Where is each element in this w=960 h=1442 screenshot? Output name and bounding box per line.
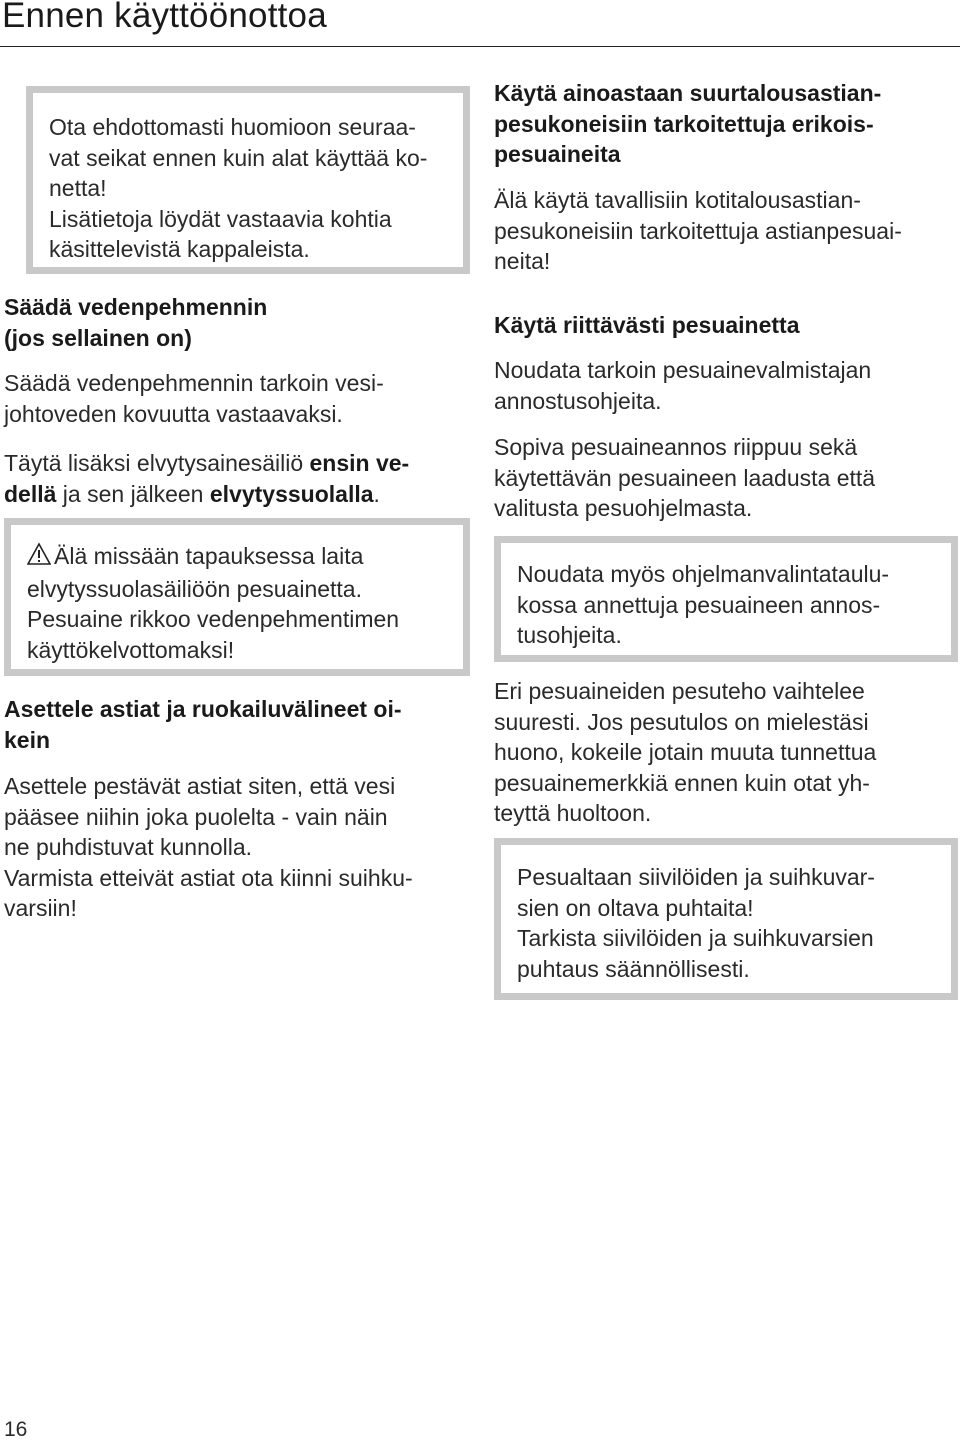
amount-paragraph-1: Noudata tarkoin pesuainevalmistajan annostusohjeita.	[494, 357, 872, 414]
amount-heading: Käytä riittävästi pesuainetta	[494, 312, 800, 338]
intro-notice-box	[26, 86, 470, 274]
softener-text-a: Täytä lisäksi elvytysainesäiliö	[4, 450, 310, 476]
arrange-body: Asettele pestävät astiat siten, että vesi pääsee niihin joka puolelta - vain näin ne puhdistuvat kunnolla. Varmista etteivät astiat ota kiinni suihku- varsiin!	[4, 773, 413, 922]
softener-paragraph-2	[4, 448, 466, 509]
warning-text	[27, 541, 453, 665]
filter-notice-box	[494, 838, 958, 1000]
page-number: 16	[4, 1418, 28, 1441]
amount-paragraph-2: Sopiva pesuaineannos riippuu sekä käytettävän pesuaineen laadusta että valitusta pesuohjelmasta.	[494, 434, 876, 522]
detergent-body: Älä käytä tavallisiin kotitalousastian- pesukoneisiin tarkoitettuja astianpesuai- neita!	[494, 187, 902, 275]
title-divider	[0, 46, 960, 47]
softener-bold-water: ensin ve- dellä	[4, 450, 410, 507]
warning-text-first: Älä missään tapauksessa laita	[54, 543, 364, 569]
intro-notice-text: Ota ehdottomasti huomioon seuraa- vat seikat ennen kuin alat käyttää ko- netta! Lisätietoja löydät vastaavia kohtia käsittelevistä kappaleista.	[49, 114, 428, 263]
softener-paragraph-1: Säädä vedenpehmennin tarkoin vesi- johtoveden kovuutta vastaavaksi.	[4, 370, 384, 427]
softener-text-c: ja sen jälkeen	[56, 480, 210, 507]
softener-text-e: .	[373, 480, 380, 507]
softener-heading: Säädä vedenpehmennin (jos sellainen on)	[4, 294, 268, 351]
warning-box	[4, 518, 470, 676]
program-notice-box	[494, 536, 958, 662]
warning-text-rest: elvytyssuolasäiliöön pesuainetta. Pesuaine rikkoo vedenpehmentimen käyttökelvottomaksi!	[27, 575, 400, 663]
page-title: Ennen käyttöönottoa	[2, 0, 327, 35]
softener-bold-salt: elvytyssuolalla	[209, 480, 374, 507]
filter-notice-text: Pesualtaan siivilöiden ja suihkuvar- sien on oltava puhtaita! Tarkista siivilöiden ja suihkuvarsien puhtaus säännöllisesti.	[517, 864, 875, 982]
variation-paragraph: Eri pesuaineiden pesuteho vaihtelee suuresti. Jos pesutulos on mielestäsi huono, kokeile jotain muuta tunnettua pesuainemerkkiä ennen kuin otat yh- teyttä huoltoon.	[494, 678, 877, 827]
warning-triangle-icon	[27, 542, 51, 574]
detergent-heading: Käytä ainoastaan suurtalousastian- pesukoneisiin tarkoitettuja erikois- pesuaineita	[494, 80, 882, 168]
arrange-heading: Asettele astiat ja ruokailuvälineet oi- kein	[4, 696, 402, 753]
program-notice-text: Noudata myös ohjelmanvalintataulu- kossa annettuja pesuaineen annos- tusohjeita.	[517, 561, 890, 649]
